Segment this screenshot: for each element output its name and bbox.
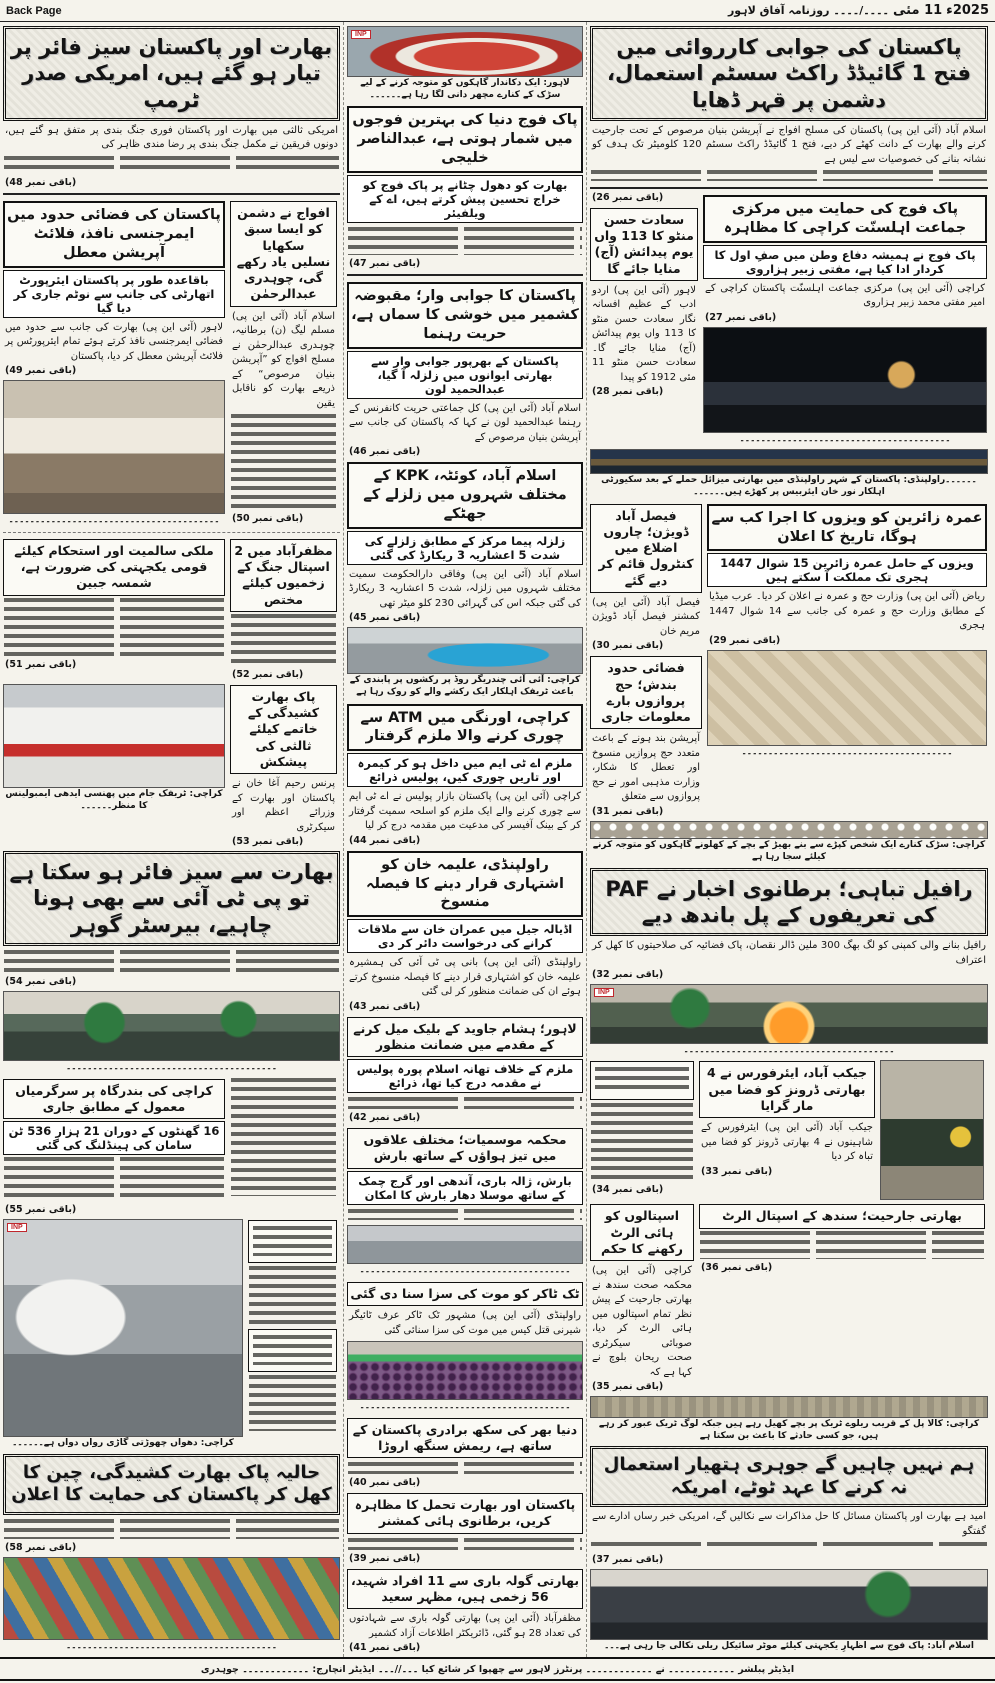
photo-caption: کراچی: ٹریفک جام میں پھنسی ایدھی ایمبولینس کا منظر۔۔۔۔۔۔ — [5, 788, 223, 811]
brief-box — [248, 1220, 337, 1263]
subhead-best-army: بھارت کو دھول چٹانے پر پاک فوج کو خراج تحسین پیش کرتے ہیں، اے کے ویلفیئر — [347, 175, 583, 223]
sacks-market-photo — [707, 650, 987, 746]
lead-ahle-sunnat: کراچی (آئی این پی) مرکزی جماعت اہلسنّت پاکستان کراچی کے امیر مفتی محمد زبیر ہزاروی — [705, 282, 985, 309]
lead-faisalabad: فیصل آباد (آئی این پی) کمشنر فیصل آباد ڈویژن مریم خان — [592, 596, 700, 637]
body-text-placeholder — [591, 170, 987, 181]
headline-muzaffarabad-hospitals: مظفرآباد میں 2 اسپتال جنگ کے زخمیوں کیلئے مختص — [230, 539, 337, 612]
story-endnote: (باقی نمبر 41) — [349, 1642, 421, 1653]
story-endnote: (باقی نمبر 54) — [5, 975, 77, 987]
lead-fatah-rocket: اسلام آباد (آئی این پی) پاکستان کی مسلح افواج نے آپریشن بنیان مرصوص کے تحت جارحیت کرنے والے بھارت کے دانت کھٹے کر دیے، فتح 1 گائیڈڈ راکٹ سسٹم 120 کلومیٹر تک ہدف کو نشانہ بنانے کی خصوصیات سے لیس ہے — [592, 124, 986, 165]
jamun-fruit-stall-photo — [347, 1341, 583, 1400]
headline-sikh-community: دنیا بھر کی سکھ برادری پاکستان کے ساتھ ہے، ریمش سنگھ اروڑا — [347, 1418, 583, 1459]
story-endnote: (باقی نمبر 45) — [349, 612, 421, 624]
body-text-placeholder — [253, 1226, 332, 1256]
subhead-atm-theft: ملزم اے ٹی ایم میں داخل ہو کر کیمرہ اور تاریں چوری کیں، پولیس ذرائع — [347, 753, 583, 787]
body-text-placeholder — [253, 1335, 332, 1365]
subhead-kashmir-joy: پاکستان کے بھرپور جوابی وار سے بھارتی ایوانوں میں زلزلہ آ گیا، عبدالحمید لون — [347, 351, 583, 399]
body-text-placeholder — [595, 1067, 689, 1093]
body-text-placeholder — [348, 1097, 582, 1109]
lead-earthquake: اسلام آباد (آئی این پی) وفاقی دارالحکومت سمیت مختلف شہروں میں زلزلہ، شدت 5 اعشاریہ 3 ریکارڈ کی گئی جبکہ اس کی گہرائی 230 کلو میٹر تھی — [349, 568, 581, 609]
inp-logo: INP — [7, 1223, 27, 1232]
story-endnote: (باقی نمبر 31) — [592, 805, 664, 817]
subhead-umrah-dates: ویزوں کے حامل عمرہ زائرین 15 شوال 1447 ہجری تک مملکت آ سکتے ہیں — [707, 553, 987, 587]
lead-aleema-khan: راولپنڈی (آئی این پی) بانی پی ٹی آئی کی ہمشیرہ علیمہ خان کو اشتہاری قرار دینے کا فیصلہ منسوخ کرتے ہوئے ان کی ضمانت منظور کر لی گئی — [349, 957, 581, 998]
divider — [3, 193, 340, 195]
photo-caption: ۔۔۔۔۔۔راولپنڈی: پاکستان کے شہر راولپنڈی میں بھارتی میزائل حملے کے بعد سکیورٹی اہلکار نور خان ایئربیس پر کھڑے ہیں۔۔۔۔۔۔ — [601, 475, 977, 497]
imprint-text: ایڈیٹر پبلشر ۔۔۔۔۔۔۔۔۔۔۔۔ نے ۔۔۔۔۔۔۔۔۔۔۔۔ پرنٹرز لاہور سے چھپوا کر شائع کیا ۔۔۔//۔۔۔ ایڈیٹر انچارج: ۔۔۔۔۔۔۔۔۔۔۔۔ چوہدری — [200, 1663, 795, 1675]
headline-hisham-bail: لاہور؛ ہشام جاوید کے بلیک میل کرنے کے مقدمے میں ضمانت منظور — [347, 1017, 583, 1058]
brief-box — [248, 1329, 337, 1372]
headline-karachi-port: کراچی کی بندرگاہ پر سرگرمیاں معمول کے مطابق جاری — [3, 1079, 225, 1120]
soldiers-night-photo — [703, 327, 987, 433]
story-endnote: (باقی نمبر 55) — [5, 1204, 77, 1216]
headline-tiktoker-sentence: ٹک ٹاکر کو موت کی سزا سنا دی گئی — [347, 1282, 583, 1306]
umrah-visa-story — [707, 501, 987, 819]
lead-airspace: لاہور (آئی این پی) بھارت کی جانب سے حدود میں فضائی ایمرجنسی نافذ کرتے ہوئے تمام ایئرپورٹس پر فلائٹ آپریشن معطل کر دیا، پاکستان — [5, 321, 223, 362]
hospitals-alert-story — [590, 1201, 694, 1394]
mini-briefs-column — [248, 1217, 337, 1452]
headline-kashmir-joy: پاکستان کا جوابی وار؛ مقبوضہ کشمیر میں خوشی کا سماں ہے، حریت رہنما — [347, 282, 583, 349]
photo-caption: کراچی: کالا پل کے قریب ریلوے ٹریک پر بچے کھیل رہے ہیں جبکہ لوگ ٹریک عبور کر رہے ہیں، جو کسی حادثے کا باعث بن سکتا ہے — [598, 1418, 980, 1441]
airbase-security-photo — [590, 449, 988, 474]
story-endnote: (باقی نمبر 44) — [349, 834, 421, 846]
lead-hospitals-alert: کراچی (آئی این پی) محکمہ صحت سندھ نے بھارتی جارحیت کے پیش نظر تمام اسپتالوں میں ہائی الرٹ کر دیا، صوبائی سیکرٹری صحت ریحان بلوچ نے کہا ہے کہ — [592, 1265, 692, 1378]
photo-caption: لاہور: ایک دکاندار گاہکوں کو متوجہ کرنے کے لیے سڑک کے کنارے مچھر دانی لگا رہا ہے۔۔۔۔۔۔ — [360, 77, 570, 100]
headline-ceasefire-trump: بھارت اور پاکستان سیز فائر پر تیار ہو گئے ہیں، امریکی صدر ٹرمپ — [3, 26, 340, 121]
story-endnote: (باقی نمبر 51) — [5, 658, 77, 670]
story-endnote: (باقی نمبر 58) — [5, 1541, 77, 1553]
subhead-earthquake-magnitude: زلزلہ پیما مرکز کے مطابق زلزلے کی شدت 5 اعشاریہ 3 ریکارڈ کی گئی — [347, 531, 583, 565]
photo-caption: ۔۔۔۔۔۔۔۔۔۔۔۔۔۔۔۔۔۔۔۔۔۔۔۔۔۔۔۔۔۔۔۔۔۔۔۔۔۔۔۔ — [8, 515, 220, 526]
left-column — [0, 22, 343, 1657]
story-endnote: (باقی نمبر 29) — [709, 634, 781, 646]
edhi-ambulance-photo — [3, 684, 225, 788]
story-endnote: (باقی نمبر 35) — [592, 1381, 664, 1393]
toy-sheep-crowd-photo — [590, 821, 988, 839]
story-endnote: (باقی نمبر 32) — [592, 969, 664, 981]
headline-earthquake: اسلام آباد، کوئٹہ، KPK کے مختلف شہروں میں زلزلے کے جھٹکے — [347, 462, 583, 529]
story-endnote: (باقی نمبر 47) — [349, 258, 421, 270]
photo-caption: اسلام آباد: پاک فوج سے اظہارِ یکجہتی کیلئے موٹر سائیکل ریلی نکالی جا رہی ہے۔۔۔ — [604, 1641, 974, 1652]
story-endnote: (باقی نمبر 27) — [705, 311, 777, 323]
headline-best-army: پاک فوج دنیا کی بہترین فوجوں میں شمار ہوتی ہے، عبدالناصر خلیجی — [347, 106, 583, 173]
story-endnote: (باقی نمبر 42) — [349, 1112, 421, 1124]
masthead-dots: ۔۔۔۔/۔۔۔۔ — [833, 4, 890, 17]
motorcycle-rally-photo — [590, 1569, 988, 1640]
sindh-alert-story — [699, 1201, 985, 1394]
divider — [347, 274, 583, 276]
lead-manto: لاہور (آئی این پی) اردو ادب کے عظیم افسانہ نگار سعادت حسن منٹو کا 113 واں یوم پیدائش (آج) منایا جائے گا۔ سعادت حسن منٹو 11 مئی 1912 کو پیدا — [592, 284, 696, 383]
middle-column — [343, 22, 587, 1657]
story-endnote: (باقی نمبر 34) — [592, 1184, 664, 1196]
headline-uk-restraint: پاکستان اور بھارت تحمل کا مظاہرہ کریں، برطانوی ہائی کمشنر — [347, 1493, 583, 1534]
train-smog-photo — [880, 1060, 984, 1200]
body-text-placeholder — [591, 1103, 693, 1181]
brief-box — [590, 1061, 694, 1100]
flag-burning-protest-photo — [590, 984, 988, 1044]
body-text-placeholder — [4, 598, 224, 656]
body-text-placeholder — [231, 414, 336, 510]
subhead-weather-rain: بارش، ژالہ باری، آندھی اور گرج چمک کے ساتھ موسلا دھار بارش کا امکان — [347, 1171, 583, 1205]
photo-caption: ۔۔۔۔۔۔۔۔۔۔۔۔۔۔۔۔۔۔۔۔۔۔۔۔۔۔۔۔۔۔۔۔۔۔۔۔۔۔۔۔ — [66, 1061, 277, 1072]
lead-drones: جیکب آباد (آئی این پی) ایئرفورس کے شاہینوں نے 4 بھارتی ڈرونز کو فضا میں تباہ کر دیا — [701, 1122, 873, 1163]
ahle-sunnat-rally-story — [703, 192, 987, 447]
body-text-placeholder — [591, 1542, 987, 1551]
headline-weather-rain: محکمہ موسمیات؛ مختلف علاقوں میں تیز ہواؤں کے ساتھ بارش — [347, 1128, 583, 1169]
headline-airspace-emergency: پاکستان کی فضائی حدود میں ایمرجنسی نافذ، فلائٹ آپریشن معطل — [3, 201, 225, 268]
protest-flags-photo — [3, 991, 340, 1061]
lead-mediation: پرنس رحیم آغا خان نے پاکستان اور بھارت کے وزرائے اعظم اور سیکرٹری — [232, 778, 335, 833]
story-endnote: (باقی نمبر 26) — [592, 191, 664, 203]
page-columns — [0, 22, 995, 1657]
photo-caption: ۔۔۔۔۔۔۔۔۔۔۔۔۔۔۔۔۔۔۔۔۔۔۔۔۔۔۔۔۔۔۔۔۔۔۔۔۔۔۔۔ — [683, 1044, 895, 1055]
subhead-ahle-sunnat: پاک فوج نے ہمیشہ دفاع وطن میں صفِ اول کا کردار ادا کیا ہے، مفتی زبیر ہزاروی — [703, 245, 987, 279]
headline-shelling-martyrs: بھارتی گولہ باری سے 11 افراد شہید، 56 زخمی ہیں، مظہر سعید — [347, 1569, 583, 1610]
brief-box-column — [590, 1058, 694, 1201]
story-endnote: (باقی نمبر 50) — [232, 513, 304, 525]
subhead-aleema-khan: اڈیالہ جیل میں عمران خان سے ملاقات کرانے کی درخواست دائر کر دی — [347, 919, 583, 953]
story-endnote: (باقی نمبر 28) — [592, 386, 664, 398]
railway-track-photo — [590, 1396, 988, 1418]
photo-caption: ۔۔۔۔۔۔۔۔۔۔۔۔۔۔۔۔۔۔۔۔۔۔۔۔۔۔۔۔۔۔۔۔۔۔۔۔۔۔۔۔ — [359, 1401, 571, 1412]
body-text-placeholder — [4, 1519, 339, 1539]
inp-logo: INP — [594, 988, 614, 997]
photo-caption: کراچی: دھواں چھوڑتی گاڑی رواں دواں ہے۔۔۔۔۔۔ — [12, 1438, 234, 1449]
body-text-placeholder — [700, 1231, 984, 1259]
story-endnote: (باقی نمبر 33) — [701, 1165, 773, 1177]
headline-china-support: حالیہ پاک بھارت کشیدگی، چین کا کھل کر پاکستان کی حمایت کا اعلان — [3, 1454, 340, 1515]
subhead-airspace-notam: باقاعدہ طور پر پاکستان ایئرپورٹ اتھارٹی کی جانب سے نوٹم جاری کر دیا گیا — [3, 270, 225, 318]
clerics-prayer-photo — [3, 380, 225, 514]
secondhand-clothes-photo — [3, 1557, 340, 1640]
photo-caption: کراچی: آئی آئی چندریگر روڈ پر رکشوں پر پابندی کے باعث ٹریفک اہلکار ایک رکشے والے کو روک رہا ہے — [349, 675, 581, 697]
manto-anniversary-story — [590, 192, 698, 447]
subhead-hisham-bail: ملزم کے خلاف تھانہ اسلام پورہ پولیس نے مقدمہ درج کیا تھا، ذرائع — [347, 1059, 583, 1093]
inp-logo: INP — [351, 30, 371, 39]
lead-ceasefire-trump: امریکی ثالثی میں بھارت اور پاکستان فوری جنگ بندی پر متفق ہو گئے ہیں، دونوں فریقین نے مکمل جنگ بندی پر رضا مندی ظاہر کی — [5, 124, 338, 151]
story-endnote: (باقی نمبر 39) — [349, 1552, 421, 1564]
headline-line1: افواج نے دشمن کو ایسا سبق سکھایا — [237, 205, 330, 253]
body-text-placeholder — [348, 1538, 582, 1550]
masthead-date: 11 مئی — [893, 3, 943, 18]
headline-umrah-visas: عمرہ زائرین کو ویزوں کا اجرا کب سے ہوگا، تاریخ کا اعلان — [707, 504, 987, 552]
street-traffic-photo — [347, 1225, 583, 1264]
photo-caption: ۔۔۔۔۔۔۔۔۔۔۔۔۔۔۔۔۔۔۔۔۔۔۔۔۔۔۔۔۔۔۔۔۔۔۔۔۔۔۔۔ — [741, 746, 953, 757]
body-text-placeholder — [348, 1209, 582, 1221]
story-endnote: (باقی نمبر 37) — [592, 1554, 664, 1566]
headline-atm-theft: کراچی، اورنگی میں ATM سے چوری کرنے والا ملزم گرفتار — [347, 704, 583, 752]
briefs-column — [590, 501, 702, 819]
photo-caption: ۔۔۔۔۔۔۔۔۔۔۔۔۔۔۔۔۔۔۔۔۔۔۔۔۔۔۔۔۔۔۔۔۔۔۔۔۔۔۔۔ — [739, 433, 951, 444]
body-text-placeholder — [249, 1375, 336, 1431]
story-endnote: (باقی نمبر 43) — [349, 1000, 421, 1012]
headline-airspace-hajj: فضائی حدود بندش؛ حج پروازوں بارے معلومات جاری — [590, 656, 702, 729]
body-text-placeholder — [348, 227, 582, 255]
lead-atm-theft: کراچی (آئی این پی) پاکستان بازار پولیس نے اے ٹی ایم سے چوری کرنے والے ایک ملزم کو اسلحہ سمیت گرفتار کر کے بینک آفیسر کی مدعیت میں مقدمہ درج کر لیا — [349, 791, 581, 832]
headline-drones-downed: جیکب آباد، ایئرفورس نے 4 بھارتی ڈرونز کو فضا میں مار گرایا — [699, 1061, 875, 1118]
story-endnote: (باقی نمبر 49) — [5, 365, 77, 377]
smoke-truck-photo — [3, 1219, 243, 1437]
headline-gohar-ceasefire: بھارت سے سیز فائر ہو سکتا ہے تو پی ٹی آئی سے بھی ہونا چاہیے، بیرسٹر گوہر — [3, 851, 340, 946]
karachi-port-story — [3, 1076, 225, 1218]
lead-forces-lesson: اسلام آباد (آئی این پی) مسلم لیگ (ن) برطانیہ، چوہدری عبدالرحمٰن نے مسلح افواج کو ”آپریشن بنیان مرصوص“ کے ذریعے بھارت کو ناقابل یقین — [232, 310, 335, 409]
rickshaw-traffic-photo — [347, 627, 583, 674]
side-briefs — [230, 1076, 337, 1218]
headline-ahle-sunnat-rally: پاک فوج کی حمایت میں مرکزی جماعت اہلسنّت کراچی کا مظاہرہ — [703, 195, 987, 243]
truck-photo-block — [3, 1217, 243, 1452]
headline-forces-lesson — [230, 201, 337, 307]
body-text-placeholder — [4, 950, 339, 973]
photo-caption: ۔۔۔۔۔۔۔۔۔۔۔۔۔۔۔۔۔۔۔۔۔۔۔۔۔۔۔۔۔۔۔۔۔۔۔۔۔۔۔۔ — [359, 1265, 571, 1276]
headline-fatah-rocket: پاکستان کی جوابی کارروائی میں فتح 1 گائیڈڈ راکٹ سسٹم استعمال، دشمن پر قہر ڈھایا — [590, 26, 988, 121]
photo-caption: ۔۔۔۔۔۔۔۔۔۔۔۔۔۔۔۔۔۔۔۔۔۔۔۔۔۔۔۔۔۔۔۔۔۔۔۔۔۔۔۔ — [66, 1641, 277, 1652]
backpage-label: Back Page — [6, 4, 62, 17]
body-text-placeholder — [231, 614, 336, 666]
roadside-tent-photo — [347, 26, 583, 77]
story-endnote: (باقی نمبر 40) — [349, 1477, 421, 1489]
lead-tiktoker: راولپنڈی (آئی این پی) مشہور ٹک ٹاکر عرف ٹائیگر شیرنی قتل کیس میں موت کی سزا سنائی گئی — [349, 1310, 581, 1336]
abdul-rahman-story — [230, 198, 337, 529]
headline-line2: نسلیں یاد رکھے گی، چوہدری عبدالرحمٰن — [236, 253, 331, 302]
headline-hospitals-alert: اسپتالوں کو ہائی الرٹ رکھنے کا حکم — [590, 1204, 694, 1261]
divider — [590, 187, 988, 189]
right-column — [587, 22, 991, 1657]
lead-nuclear-pledge: امید ہے بھارت اور پاکستان مسائل کا حل مذاکرات سے نکالیں گے، امریکی خبر رساں ادارے سے گفتگو — [592, 1511, 986, 1537]
lead-hajj-flights: آپریشن بند ہونے کے باعث متعدد حج پروازیں منسوخ اور تعطل کا شکار، وزارت مذہبی امور نے حج پروازوں سے متعلق — [592, 733, 700, 803]
masthead-year: 2025ء — [946, 3, 989, 18]
body-text-placeholder — [348, 1462, 582, 1474]
lead-kashmir-joy: اسلام آباد (آئی این پی) کل جماعتی حریت کانفرنس کے رہنما عبدالحمید لون نے کہا کہ پاکستان کی جانب سے آپریشن بنیان مرصوص کے — [349, 402, 581, 443]
headline-manto-birthday: سعادت حسن منٹو کا 113 واں یوم پیدائش (آج) منایا جائے گا — [590, 208, 698, 281]
muzaffarabad-hospitals-story — [230, 536, 337, 682]
ambulance-photo-block — [3, 682, 225, 849]
story-endnote: (باقی نمبر 46) — [349, 446, 421, 458]
mediation-offer-story — [230, 682, 337, 849]
masthead — [728, 3, 989, 18]
story-endnote: (باقی نمبر 36) — [701, 1261, 773, 1273]
headline-nuclear-pledge: ہم نہیں چاہیں گے جوہری ہتھیار استعمال نہ کرنے کا عہد ٹوٹے، امریکہ — [590, 1446, 988, 1507]
body-text-placeholder — [4, 156, 339, 174]
subhead-port-tonnage: 16 گھنٹوں کے دوران 21 ہزار 536 ٹن سامان کی ہینڈلنگ کی گئی — [3, 1121, 225, 1155]
photo-caption: کراچی: سڑک کنارے ایک شخص کپڑے سے بنے بھیڑ کے بچے کے کھلونے گاہکوں کو متوجہ کرنے کیلئے سجا رہا ہے — [592, 840, 986, 863]
masthead-paper-name: روزنامہ آفاق لاہور — [727, 4, 830, 17]
imprint-strip — [0, 1657, 995, 1681]
lead-rafale: رافیل بنانے والی کمپنی کو لگ بھگ 300 ملین ڈالر نقصان، پاک فضائیہ کی صلاحیتوں کا کھل کر اعتراف — [592, 940, 987, 966]
body-text-placeholder — [231, 1078, 336, 1196]
page-header — [0, 0, 995, 22]
drones-story — [699, 1058, 875, 1201]
airspace-emergency-story — [3, 198, 225, 529]
story-endnote: (باقی نمبر 52) — [232, 668, 304, 680]
divider — [3, 532, 340, 533]
headline-sindh-hospitals: بھارتی جارحیت؛ سندھ کے اسپتال الرٹ — [699, 1204, 985, 1228]
headline-rafale-paf: رافیل تباہی؛ برطانوی اخبار نے PAF کی تعریفوں کے پل باندھ دیے — [590, 868, 988, 937]
body-text-placeholder — [249, 1266, 336, 1326]
story-endnote: (باقی نمبر 48) — [5, 177, 77, 189]
story-endnote: (باقی نمبر 30) — [592, 640, 664, 652]
national-unity-story — [3, 536, 225, 682]
headline-faisalabad-control: فیصل آباد ڈویژن؛ چاروں اضلاع میں کنٹرول قائم کر دیے گئے — [590, 504, 702, 593]
story-endnote: (باقی نمبر 53) — [232, 836, 304, 848]
lead-shelling: مظفرآباد (آئی این پی) بھارتی گولہ باری سے شہادتوں کی تعداد 28 ہو گئی، ڈائریکٹر اطلاعات آزاد کشمیر — [349, 1613, 581, 1639]
headline-national-unity: ملکی سالمیت اور استحکام کیلئے قومی یکجہتی کی ضرورت ہے، شمسہ جبین — [3, 539, 225, 596]
headline-aleema-khan: راولپنڈی، علیمہ خان کو اشتہاری قرار دینے کا فیصلہ منسوخ — [347, 851, 583, 918]
lead-umrah: ریاض (آئی این پی) وزارت حج و عمرہ نے اعلان کر دیا۔ عرب میڈیا کے مطابق وزارت حج و عمرہ کی جانب سے 14 شوال 1447 ہجری — [709, 591, 985, 632]
body-text-placeholder — [4, 1157, 224, 1201]
headline-mediation-offer: پاک بھارت کشیدگی کے خاتمے کیلئے ثالثی کی پیشکش — [230, 685, 337, 774]
